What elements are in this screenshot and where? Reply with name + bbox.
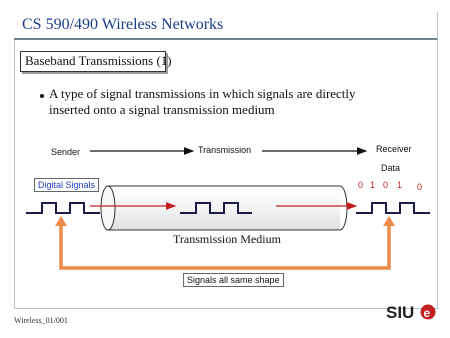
svg-text:SIU: SIU — [386, 303, 415, 322]
data-label: Data — [381, 163, 401, 173]
same-shape-arrow-left — [55, 216, 67, 226]
receiver-signal-wave — [356, 203, 430, 213]
sender-label: Sender — [51, 147, 81, 157]
data-bit: 0 — [383, 180, 389, 190]
footer-code: Wireless_01/001 — [14, 316, 68, 325]
data-bit: 1 — [370, 180, 376, 190]
svg-text:e: e — [423, 306, 431, 320]
sender-signal-wave — [26, 203, 100, 213]
receiver-label: Receiver — [376, 144, 412, 154]
data-bit: 0 — [358, 180, 364, 190]
digital-signals-tag: Digital Signals — [34, 178, 99, 192]
bullet-text: A type of signal transmissions in which signals are directly inserted onto a signal transmission medium — [49, 86, 356, 117]
same-shape-arrow-right — [383, 216, 395, 226]
siue-logo — [386, 300, 436, 322]
slide-title: CS 590/490 Wireless Networks — [22, 16, 224, 33]
transmission-label: Transmission — [198, 145, 252, 155]
data-bit: 0 — [417, 182, 423, 192]
slide-subtitle: Baseband Transmissions (1) — [25, 53, 172, 68]
data-bit: 1 — [397, 180, 403, 190]
transmission-medium-label: Transmission Medium — [173, 232, 281, 246]
same-shape-tag: Signals all same shape — [183, 273, 284, 287]
